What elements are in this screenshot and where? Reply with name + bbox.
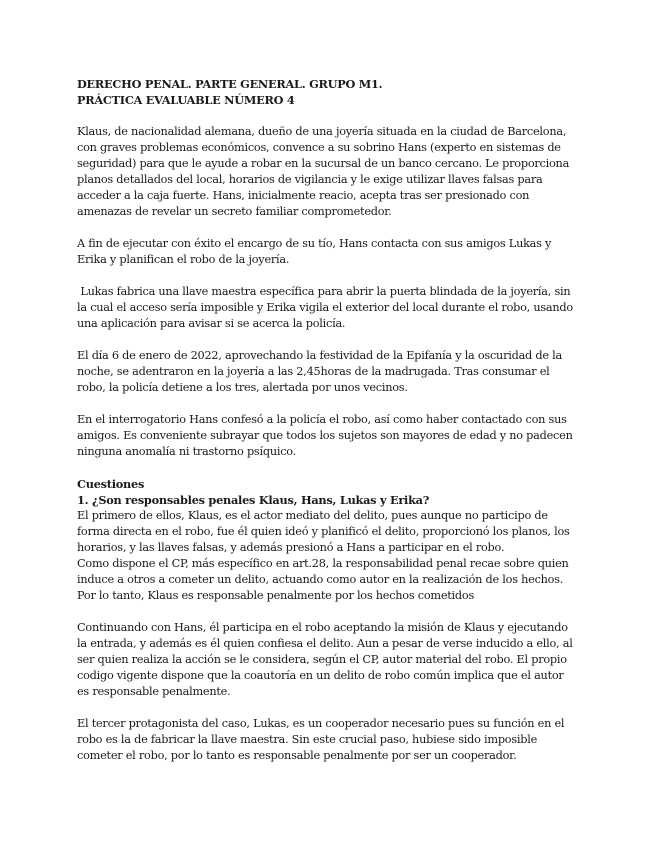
case-paragraph-4: El día 6 de enero de 2022, aprovechando la festividad de la Epifanía y la oscuridad de la noche, se adentraron en la joyería a las 2,45horas de la madrugada. Tras consumar el robo, la policía detiene a los tres, alertada por unos vecinos. [77,349,562,394]
document-title [77,76,577,108]
answer-klaus-part-1: El primero de ellos, Klaus, es el actor mediato del delito, pues aunque no participo de forma directa en el robo, fue él quien ideó y planificó el delito, proporcionó los planos, los horarios, y las llaves falsas, y además presionó a Hans a participar en el robo. [77,509,570,554]
case-paragraph-1: Klaus, de nacionalidad alemana, dueño de una joyería situada en la ciudad de Barcelona, con graves problemas económicos, convence a su sobrino Hans (experto en sistemas de seguridad) para que le ayude a robar en la sucursal de un banco cercano. Le proporciona planos detallados del local, horarios de vigilancia y le exige utilizar llaves falsas para acceder a la caja fuerte. Hans, inicialmente reacio, acepta tras ser presionado con amenazas de revelar un secreto familiar comprometedor. [77,125,570,218]
title-line-1: DERECHO PENAL. PARTE GENERAL. GRUPO M1. [77,77,383,91]
document-page [77,76,577,780]
question-1: 1. ¿Son responsables penales Klaus, Hans, Lukas y Erika? [77,493,430,507]
answer-hans: Continuando con Hans, él participa en el robo aceptando la misión de Klaus y ejecutando la entrada, y además es él quien confiesa el delito. Aun a pesar de verse inducido a ello, al ser quien realiza la acción se le considera, según el CP, autor material del robo. El propio codigo vigente dispone que la coautoría en un delito de robo común implica que el autor es responsable penalmente. [77,621,573,698]
case-paragraph-3: Lukas fabrica una llave maestra específica para abrir la puerta blindada de la joyería, sin la cual el acceso sería imposible y Erika vigila el exterior del local durante el robo, usando una aplicación para avisar si se acerca la policía. [77,285,577,330]
case-paragraph-5: En el interrogatorio Hans confesó a la policía el robo, así como haber contactado con sus amigos. Es conveniente subrayar que todos los sujetos son mayores de edad y no padecen ninguna anomalía ni trastorno psíquico. [77,413,573,458]
answer-klaus-part-2: Como dispone el CP, más específico en art.28, la responsabilidad penal recae sobre quien induce a otros a cometer un delito, actuando como autor en la realización de los hechos. Por lo tanto, Klaus es responsable penalmente por los hechos cometidos [77,557,569,602]
case-paragraph-2: A fin de ejecutar con éxito el encargo de su tío, Hans contacta con sus amigos Lukas y Erika y planifican el robo de la joyería. [77,237,552,266]
cuestiones-heading: Cuestiones [77,477,145,491]
title-line-2: PRÁCTICA EVALUABLE NÚMERO 4 [77,93,295,107]
answer-lukas: El tercer protagonista del caso, Lukas, es un cooperador necesario pues su función en el robo es la de fabricar la llave maestra. Sin este crucial paso, hubiese sido imposible cometer el robo, por lo tanto es responsable penalmente por ser un cooperador. [77,717,565,762]
